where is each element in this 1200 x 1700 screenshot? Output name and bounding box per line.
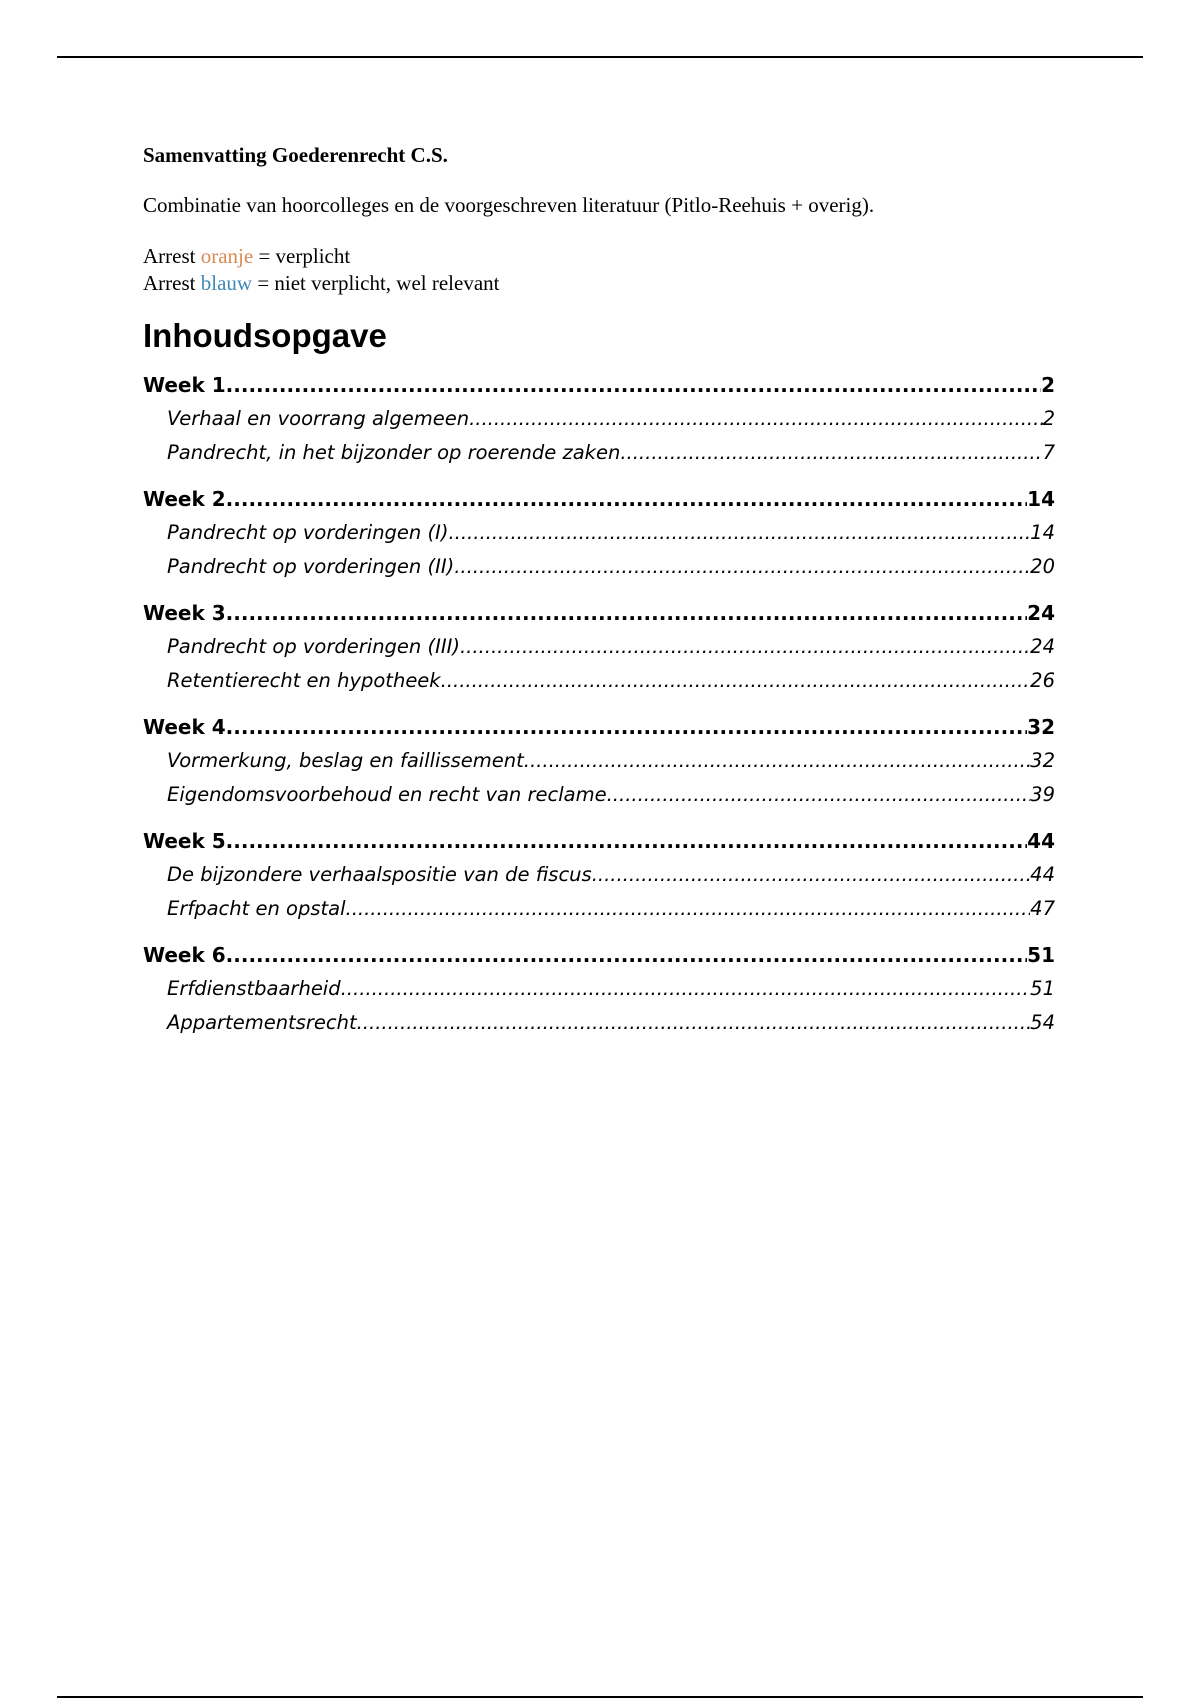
legend-suffix: = verplicht — [253, 244, 351, 268]
toc-page-number: 24 — [1027, 601, 1055, 625]
toc-entry-retentierecht-hypotheek[interactable] — [143, 664, 1055, 698]
legend-line-relevant — [143, 270, 1055, 297]
table-of-contents — [143, 368, 1055, 1040]
toc-item-label: Vormerkung, beslag en faillissement — [167, 749, 524, 772]
legend-color-orange: oranje — [200, 244, 254, 268]
toc-page-number: 20 — [1030, 555, 1055, 578]
toc-entry-pandrecht-vorderingen-2[interactable] — [143, 550, 1055, 584]
intro-text: Combinatie van hoorcolleges en de voorgeschreven literatuur (Pitlo-Reehuis + overig). — [143, 193, 875, 217]
toc-leader-dots — [469, 402, 1043, 436]
toc-item-label: Appartementsrecht — [167, 1011, 357, 1034]
toc-item-label: Retentierecht en hypotheek — [167, 669, 441, 692]
toc-leader-dots — [357, 1006, 1031, 1040]
toc-page-number: 39 — [1030, 783, 1055, 806]
toc-page-number: 2 — [1042, 407, 1055, 430]
toc-heading: Inhoudsopgave — [143, 317, 387, 354]
toc-entry-week-1[interactable] — [143, 368, 1055, 402]
toc-page-number: 14 — [1030, 521, 1055, 544]
toc-leader-dots — [226, 710, 1028, 744]
toc-entry-week-6[interactable] — [143, 938, 1055, 972]
toc-page-number: 47 — [1030, 897, 1055, 920]
legend-line-required — [143, 243, 1055, 270]
toc-leader-dots — [226, 824, 1028, 858]
toc-leader-dots — [620, 436, 1042, 470]
toc-item-label: Erfdienstbaarheid — [167, 977, 341, 1000]
toc-entry-erfpacht-opstal[interactable] — [143, 892, 1055, 926]
toc-leader-dots — [346, 892, 1031, 926]
legend-prefix: Arrest — [143, 244, 201, 268]
toc-page-number: 32 — [1027, 715, 1055, 739]
toc-leader-dots — [460, 630, 1030, 664]
toc-entry-week-3[interactable] — [143, 596, 1055, 630]
toc-leader-dots — [524, 744, 1030, 778]
toc-week-label: Week 6 — [143, 943, 226, 967]
toc-week-label: Week 5 — [143, 829, 226, 853]
toc-leader-dots — [226, 368, 1041, 402]
legend-color-blue: blauw — [200, 271, 253, 295]
toc-item-label: Verhaal en voorrang algemeen — [167, 407, 470, 430]
toc-entry-week-4[interactable] — [143, 710, 1055, 744]
toc-entry-verhaalspositie-fiscus[interactable] — [143, 858, 1055, 892]
toc-page-number: 51 — [1030, 977, 1055, 1000]
toc-leader-dots — [341, 972, 1031, 1006]
toc-item-label: De bijzondere verhaalspositie van de fiscus — [167, 863, 592, 886]
toc-page-number: 51 — [1027, 943, 1055, 967]
toc-leader-dots — [226, 596, 1028, 630]
toc-page-number: 14 — [1027, 487, 1055, 511]
toc-page-number: 2 — [1041, 373, 1055, 397]
header-rule — [57, 56, 1143, 58]
legend — [143, 243, 1055, 297]
toc-page-number: 44 — [1027, 829, 1055, 853]
toc-entry-pandrecht-roerende-zaken[interactable] — [143, 436, 1055, 470]
legend-prefix: Arrest — [143, 271, 201, 295]
toc-item-label: Pandrecht op vorderingen (I) — [167, 521, 449, 544]
toc-week-label: Week 3 — [143, 601, 226, 625]
legend-suffix: = niet verplicht, wel relevant — [252, 271, 500, 295]
toc-entry-pandrecht-vorderingen-3[interactable] — [143, 630, 1055, 664]
toc-week-label: Week 1 — [143, 373, 226, 397]
toc-page-number: 32 — [1030, 749, 1055, 772]
toc-week-label: Week 4 — [143, 715, 226, 739]
toc-leader-dots — [592, 858, 1030, 892]
toc-page-number: 54 — [1030, 1011, 1055, 1034]
toc-page-number: 26 — [1030, 669, 1055, 692]
toc-item-label: Erfpacht en opstal — [167, 897, 346, 920]
toc-entry-week-2[interactable] — [143, 482, 1055, 516]
page-content — [143, 142, 1055, 1040]
toc-leader-dots — [448, 516, 1030, 550]
toc-page-number: 44 — [1030, 863, 1055, 886]
footer-rule — [57, 1696, 1143, 1698]
toc-page-number: 24 — [1030, 635, 1055, 658]
toc-item-label: Pandrecht, in het bijzonder op roerende zaken — [167, 441, 621, 464]
toc-item-label: Eigendomsvoorbehoud en recht van reclame — [167, 783, 607, 806]
toc-page-number: 7 — [1042, 441, 1055, 464]
toc-entry-erfdienstbaarheid[interactable] — [143, 972, 1055, 1006]
toc-leader-dots — [441, 664, 1031, 698]
toc-entry-appartementsrecht[interactable] — [143, 1006, 1055, 1040]
toc-entry-week-5[interactable] — [143, 824, 1055, 858]
toc-item-label: Pandrecht op vorderingen (II) — [167, 555, 455, 578]
toc-entry-verhaal-en-voorrang[interactable] — [143, 402, 1055, 436]
toc-entry-pandrecht-vorderingen-1[interactable] — [143, 516, 1055, 550]
toc-entry-eigendomsvoorbehoud[interactable] — [143, 778, 1055, 812]
toc-item-label: Pandrecht op vorderingen (III) — [167, 635, 460, 658]
toc-leader-dots — [226, 938, 1028, 972]
toc-leader-dots — [226, 482, 1028, 516]
toc-entry-vormerkung-beslag[interactable] — [143, 744, 1055, 778]
toc-leader-dots — [454, 550, 1030, 584]
toc-leader-dots — [607, 778, 1031, 812]
toc-week-label: Week 2 — [143, 487, 226, 511]
document-title: Samenvatting Goederenrecht C.S. — [143, 143, 448, 167]
